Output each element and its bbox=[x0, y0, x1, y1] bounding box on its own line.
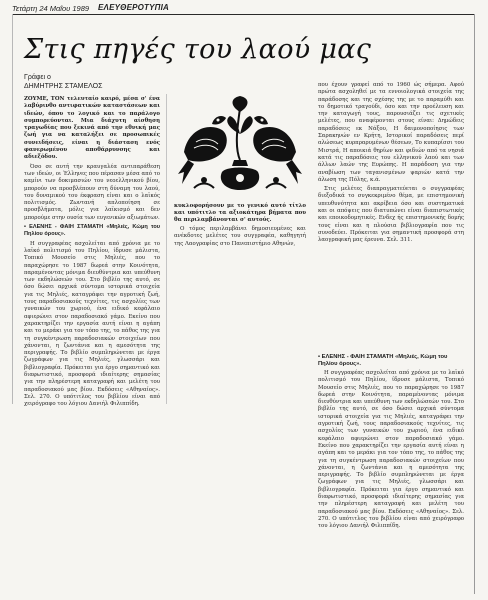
header-rule bbox=[12, 14, 474, 15]
birds-vase-ornament-icon bbox=[174, 94, 306, 204]
review-title: • ΕΛΕΝΗΣ - ΦΑΙΗ ΣΤΑΜΑΤΗ «Μηλιές, Κώμη του Πηλίου όρους». bbox=[318, 354, 448, 368]
article-title: Στις πηγές του λαού μας bbox=[24, 34, 372, 65]
article-column-3 bbox=[318, 82, 464, 364]
folk-art-illustration bbox=[174, 94, 306, 204]
review-column bbox=[318, 370, 464, 596]
newspaper-name: ΕΛΕΥΘΕΡΟΤΥΠΙΑ bbox=[98, 3, 170, 12]
author-name: ΔΗΜΗΤΡΗΣ ΣΤΑΜΕΛΟΣ bbox=[24, 83, 103, 90]
article-column-1 bbox=[24, 96, 160, 408]
article-paragraph: Στις μελέτες διαπραγματεύεται ο συγγραφέας διεξοδικά το συγκεκριμένο θέμα, με επιστημονική υπευθυνότητα και ακρίβεια όσο και συστηματικά και οι απόψεις που διατυπώνει είναι διαπιστωτικές και εποικοδομητικές. Ενδεχ ής επιστημονικής δομής τους είναι και η πλούσια βιβλιογραφία που τις συνοδεύει. Πρόκειται για σημαντική προσφορά στη λαογραφική μας έρευνα. Σελ. 311. bbox=[318, 186, 464, 244]
illustration-caption: κυκλοφορήσουν με το γενικό αυτό τίτλο και υπότιτλο τα αξιοκάτηρα βήματα που θα περιλαμβάνονται σ' αυτούς. bbox=[174, 203, 306, 223]
article-paragraph: Όσο σε αυτή την κραυγαλέα αντιπαράθεση των ιδεών, οι Έλληνες που πέρασαν μέσα από το καμίνι των δοκιμασιών του νεοελληνικού βίου, μπορούν να προσβλέπουν στη δύναμη του λαού, του δυναμικού του έκφραση είναι και ο λαϊκός πολιτισμός. Ζωντανή απλοποίηση σε προσβλήματα, μόλις για λαϊκισμό και δεν μπορούμε στην ουσία των ευγενικών αξιωμάτων. bbox=[24, 163, 160, 221]
review-body: Η συγγραφέας ασχολείται από χρόνια με το λαϊκό πολιτισμό του Πηλίου, ίδρυσε μάλιστα, Τοπικό Μουσείο στις Μηλιές, που το παραχώρησε το 1987 δωρεά στην Κοινότητα, παραμένοντας μόνιμα διευθύντρια και υπεύθυνη των εκδηλώσεών του. Στο βιβλίο της αυτό, σε όσο δώσει αρχικά σύντομα ιστορικά στοιχεία για τις Μηλιές, καταγράφει την αγροτική ζωή, τους παραδοσιακούς τεχνίτες, τις ασχολίες των γυναικών του χωριού, ένα ειδικό κεφάλαιο αφιερώνει στον παραδοσιακό γάμο. Εκείνο που χαρακτηρίζει την εργασία αυτή είναι η αγάπη και το μεράκι για τον τόπο της, το πάθος της για τη συγκέντρωση παραδοσιακών στοιχείων που χάνονται, η ζωντάνια και η αμεσότητα της περιγραφής. Το βιβλίο συμπληρώνεται με έργα ζωγράφων για τις Μηλιές, γλωσσάρι και βιβλιογραφία. Πρόκειται για έργο σημαντικό και διαφωτιστικό, προσφορά ιδιαίτερης σημασίας για την πληρέστερη καταγραφή και μελέτη του παραδοσιακού μας βίου. Εκδόσεις «Αθηναίος». Σελ. 270. Ο υπότιτλος του βιβλίου είναι από χειρόγραφο του λόγιου Δανιήλ Φιλιππίδη. bbox=[318, 370, 464, 530]
byline-label: Γράφει ο bbox=[24, 74, 51, 81]
article-paragraph: που έχουν γραφεί από το 1960 ώς σήμερα. Αφού πρώτα ασχοληθεί με τα εννοιολογικά στοιχεία της παράδοσης και της σχέσης της με το παραμύθι και το δημοτικό τραγούδι, όσο και την προέλευση και την καταγωγή τους, παρουσιάζει τις σχετικές μελέτες, που αναφέρονται στους είναι: Δημώδεις παραδόσεις εκ Νάξου, Η δαιμονοποίησις των Σαρακηνών εν Κρήτη, Ιστορικοί παραδόσεις περί αλώσεως κυρπραρυμένων θέσεων, Το κυπαρίσσι του Μιστρά, Η αποικιά θηρίων και φιδιών από τα νησιά κατά τις παραδόσεις του ελληνικού λαού και των άλλων λαών της Ευρώπης. Η παράδοση για την αναβίωση των ταγανισμένων ψαριών κατά την άλωση της Πόλης, κ.ά. bbox=[318, 82, 464, 183]
article-paragraph: Ο τόμος περιλαμβάνει δημοσιευμένες και ανέκδοτες μελέτες του συγγραφέα, καθηγητή της Λαογραφίας στο Πανεπιστήμιο Αθηνών, bbox=[174, 226, 306, 247]
left-border bbox=[12, 14, 13, 404]
column-divider bbox=[166, 94, 167, 404]
review-title: • ΕΛΕΝΗΣ - ΦΑΙΗ ΣΤΑΜΑΤΗ «Μηλιές, Κώμη του Πηλίου όρους». bbox=[24, 224, 160, 238]
issue-date: Τετάρτη 24 Μαΐου 1989 bbox=[12, 4, 90, 13]
right-border bbox=[474, 14, 475, 594]
review-body: Η συγγραφέας ασχολείται από χρόνια με το λαϊκό πολιτισμό του Πηλίου, ίδρυσε μάλιστα, Τοπικό Μουσείο στις Μηλιές, που το παραχώρησε το 1987 δωρεά στην Κοινότητα, παραμένοντας μόνιμα διευθύντρια και υπεύθυνη των εκδηλώσεών του. Στο βιβλίο της αυτό, σε όσο δώσει αρχικά σύντομα ιστορικά στοιχεία για τις Μηλιές, καταγράφει την αγροτική ζωή, τους παραδοσιακούς τεχνίτες, τις ασχολίες των γυναικών του χωριού, ένα ειδικό κεφάλαιο αφιερώνει στον παραδοσιακό γάμο. Εκείνο που χαρακτηρίζει την εργασία αυτή είναι η αγάπη και το μεράκι για τον τόπο της, το πάθος της για τη συγκέντρωση παραδοσιακών στοιχείων που χάνονται, η ζωντάνια και η αμεσότητα της περιγραφής. Το βιβλίο συμπληρώνεται με έργα ζωγράφων για τις Μηλιές, γλωσσάρι και βιβλιογραφία. Πρόκειται για έργο σημαντικό και διαφωτιστικό, προσφορά ιδιαίτερης σημασίας για την πληρέστερη καταγραφή και μελέτη του παραδοσιακού μας βίου. Εκδόσεις «Αθηναίος». Σελ. 270. Ο υπότιτλος του βιβλίου είναι από χειρόγραφο του λόγιου Δανιήλ Φιλιππίδη. bbox=[24, 240, 160, 408]
article-column-2 bbox=[174, 226, 306, 316]
article-lead: ΖΟΥΜΕ, ΤΟΝ τελευταίο καιρό, μέσα σ' ένα λαβύρινθο αντιφατικών καταστάσεων και ιδεών, όπου το λογικό και το παράλογο συμπορεύονται. Μια διάχυτη αίσθηση τραγωδίας που ξεκινά από την εθνική μας ζωή για να καταλήξει σε προσωπικές συνειδήσεις, είναι η διάσταση ενός φανερωμένου αποθάρρυνσης και αδιεξόδου. bbox=[24, 96, 160, 161]
